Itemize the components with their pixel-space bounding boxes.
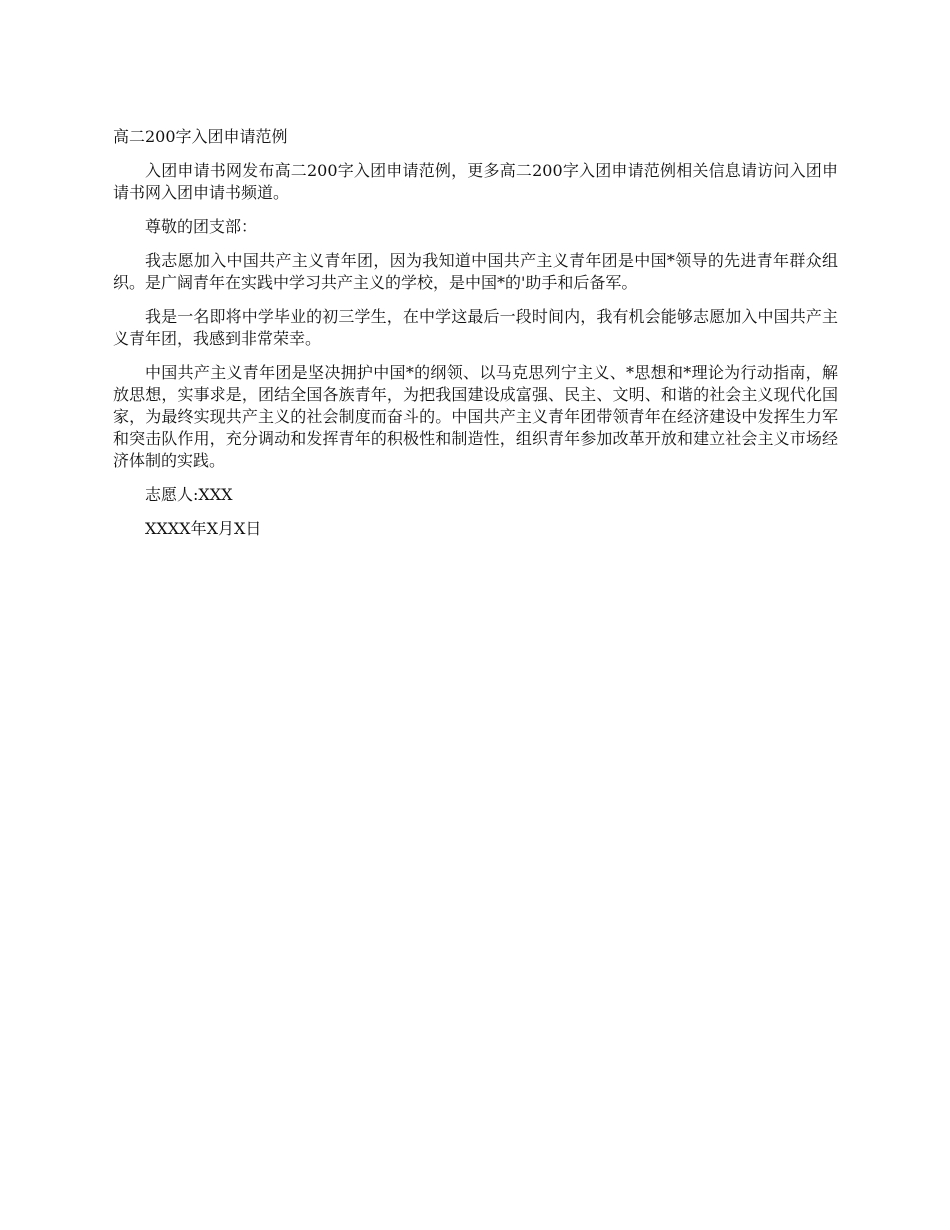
body-paragraph: 我是一名即将中学毕业的初三学生，在中学这最后一段时间内，我有机会能够志愿加入中国共产主义青年团，我感到非常荣幸。 [113, 307, 838, 348]
salutation: 尊敬的团支部： [145, 217, 258, 236]
body-paragraph: 我志愿加入中国共产主义青年团，因为我知道中国共产主义青年团是中国*领导的先进青年群众组织。是广阔青年在实践中学习共产主义的学校，是中国*的'助手和后备军。 [113, 251, 838, 292]
document-title: 高二200字入团申请范例 [113, 127, 288, 146]
date-line: XXXX年X月X日 [145, 519, 262, 538]
intro-paragraph: 入团申请书网发布高二200字入团申请范例，更多高二200字入团申请范例相关信息请访问入团申请书网入团申请书频道。 [113, 161, 838, 202]
body-paragraph: 中国共产主义青年团是坚决拥护中国*的纲领、以马克思列宁主义、*思想和*理论为行动指南，解放思想，实事求是，团结全国各族青年，为把我国建设成富强、民主、文明、和谐的社会主义现代化国家，为最终实现共产主义的社会制度而奋斗的。中国共产主义青年团带领青年在经济建设中发挥生力军和突击队作用，充分调动和发挥青年的积极性和制造性，组织青年参加改革开放和建立社会主义市场经济体制的实践。 [113, 363, 838, 470]
applicant-signature: 志愿人:XXX [145, 485, 233, 504]
